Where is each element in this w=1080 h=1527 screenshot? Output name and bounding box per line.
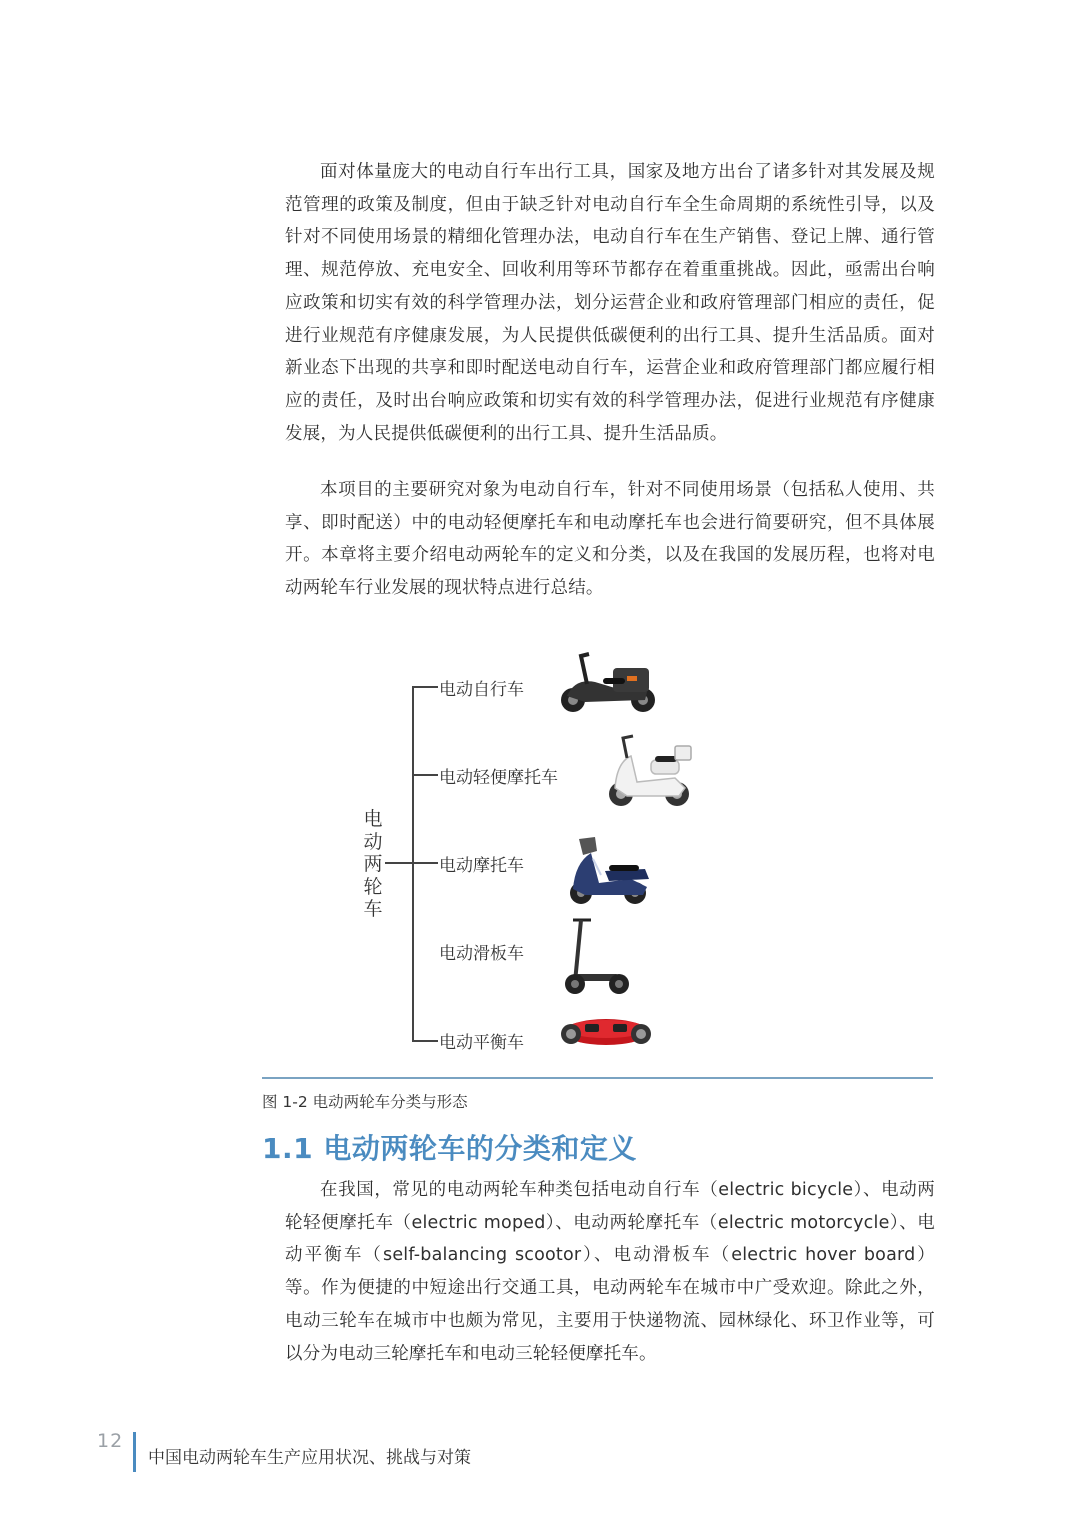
root-char: 两 — [363, 853, 383, 875]
electric-motorcycle-image — [565, 835, 655, 910]
footer-divider — [133, 1432, 136, 1472]
category-label: 电动滑板车 — [439, 944, 524, 964]
branch-line — [412, 686, 438, 688]
root-label — [361, 808, 385, 921]
electric-bicycle-image — [555, 648, 665, 718]
intro-paragraph-1: 面对体量庞大的电动自行车出行工具，国家及地方出台了诸多针对其发展及规范管理的政策及制度，但由于缺乏针对电动自行车全生命周期的系统性引导，以及针对不同使用场景的精细化管理办法，电动自行车在生产销售、登记上牌、通行管理、规范停放、充电安全、回收利用等环节都存在着重重挑战。因此，亟需出台响应政策和切实有效的科学管理办法，划分运营企业和政府管理部门相应的责任，促进行业规范有序健康发展，为人民提供低碳便利的出行工具、提升生活品质。面对新业态下出现的共享和即时配送电动自行车，运营企业和政府管理部门都应履行相应的责任，及时出台响应政策和切实有效的科学管理办法，促进行业规范有序健康发展，为人民提供低碳便利的出行工具、提升生活品质。 — [285, 162, 935, 444]
electric-moped-image — [605, 732, 695, 812]
branch-line — [412, 1040, 438, 1042]
classification-diagram — [355, 640, 685, 1065]
section-paragraph: 在我国，常见的电动两轮车种类包括电动自行车（electric bicycle）、电动两轮轻便摩托车（electric moped）、电动两轮摩托车（electric motorcycle）、电动平衡车（self-balancing scootor）、电动滑板车（electric hover board）等。作为便捷的中短途出行交通工具，电动两轮车在城市中广受欢迎。除此之外，电动三轮车在城市中也颇为常见，主要用于快递物流、园林绿化、环卫作业等，可以分为电动三轮摩托车和电动三轮轻便摩托车。 — [285, 1180, 935, 1364]
root-char: 动 — [363, 830, 383, 853]
root-char: 轮 — [363, 875, 383, 898]
hoverboard-image — [561, 1012, 651, 1052]
category-label: 电动平衡车 — [439, 1033, 524, 1053]
page-number: 12 — [97, 1430, 124, 1452]
branch-line — [412, 862, 438, 864]
root-char: 车 — [363, 898, 383, 920]
caption-rule — [262, 1077, 933, 1079]
intro-paragraph-2: 本项目的主要研究对象为电动自行车，针对不同使用场景（包括私人使用、共享、即时配送）中的电动轻便摩托车和电动摩托车也会进行简要研究，但不具体展开。本章将主要介绍电动两轮车的定义和分类，以及在我国的发展历程，也将对电动两轮车行业发展的现状特点进行总结。 — [285, 480, 935, 599]
figure-caption: 图 1-2 电动两轮车分类与形态 — [262, 1093, 468, 1111]
branch-line — [412, 774, 438, 776]
section-heading: 1.1 电动两轮车的分类和定义 — [262, 1132, 637, 1165]
root-char: 电 — [363, 808, 383, 830]
root-connector — [385, 862, 412, 864]
category-label: 电动自行车 — [439, 680, 524, 700]
category-label: 电动摩托车 — [439, 856, 524, 876]
category-label: 电动轻便摩托车 — [439, 768, 558, 788]
footer-book-title: 中国电动两轮车生产应用状况、挑战与对策 — [148, 1448, 471, 1468]
electric-scooter-image — [561, 918, 631, 998]
